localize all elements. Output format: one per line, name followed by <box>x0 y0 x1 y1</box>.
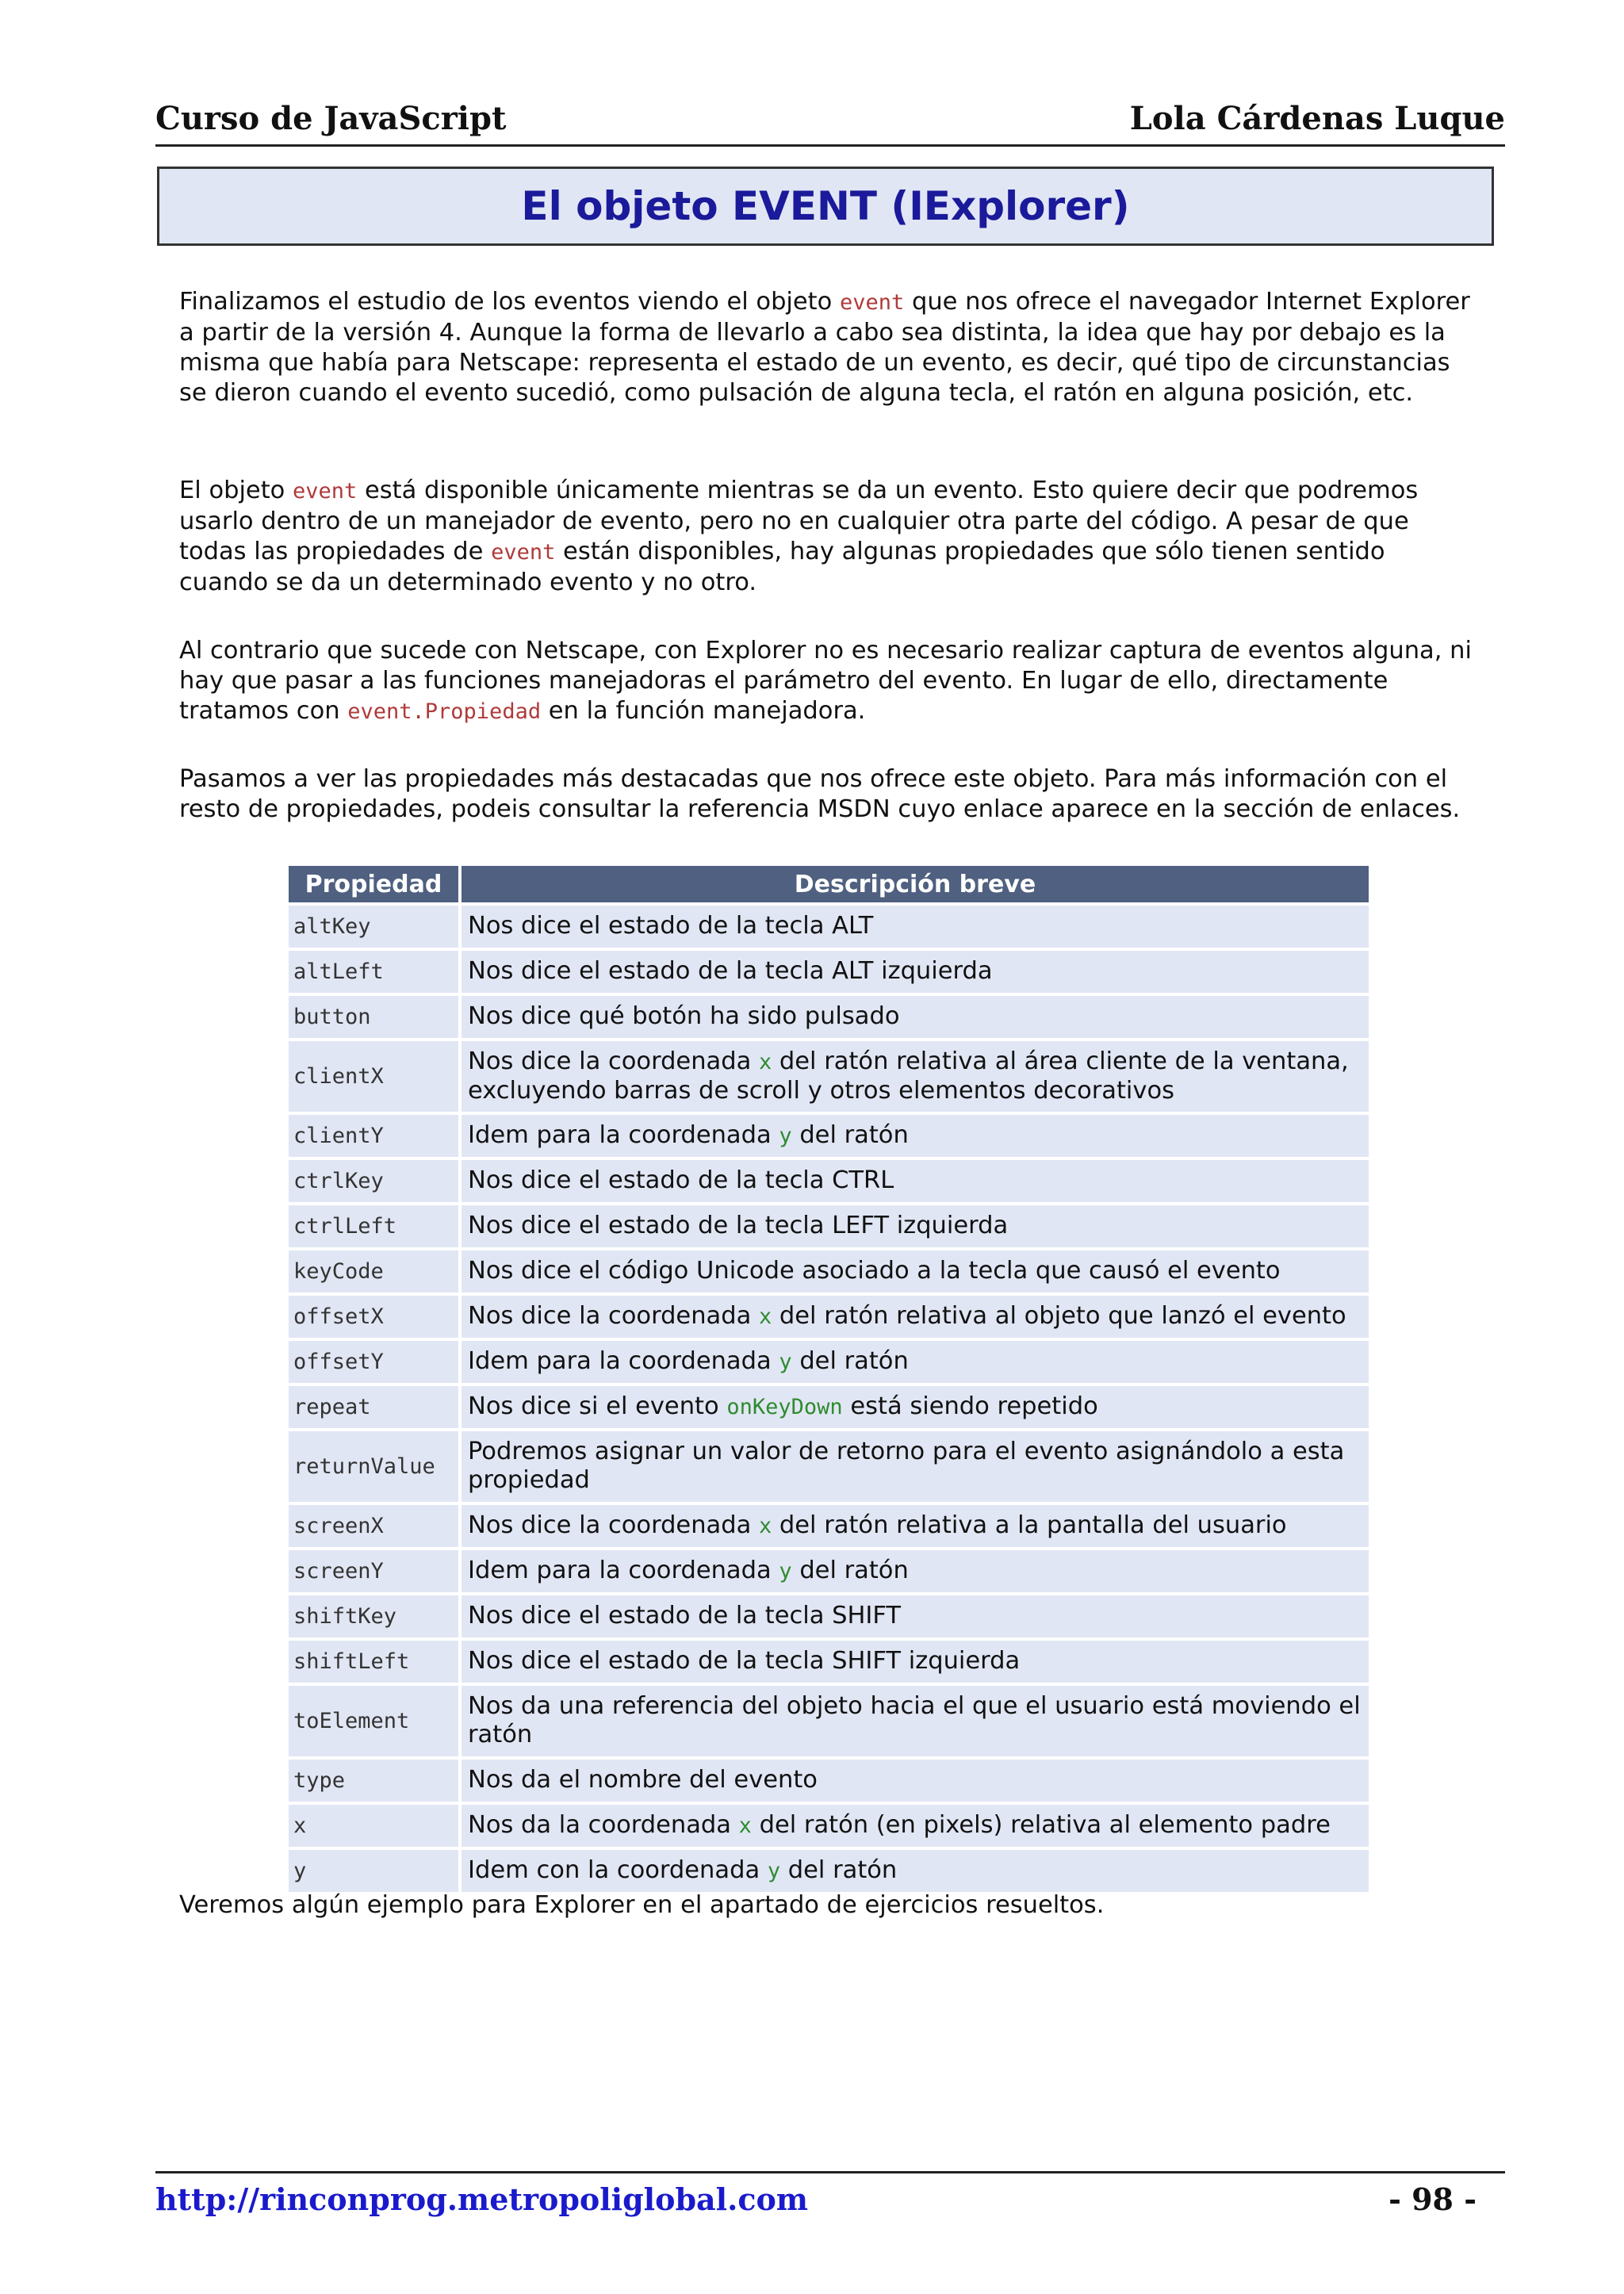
property-name: offsetY <box>289 1341 458 1383</box>
description-code: x <box>758 1304 772 1329</box>
property-name: shiftKey <box>289 1595 458 1637</box>
table-row <box>289 951 1369 993</box>
description-text: del ratón (en pixels) relativa al elemento padre <box>751 1811 1331 1839</box>
page-footer <box>155 2171 1505 2221</box>
property-description <box>462 906 1369 948</box>
table-header-row <box>289 866 1369 902</box>
property-description <box>462 1805 1369 1847</box>
table-row <box>289 1205 1369 1247</box>
description-text: Nos da una referencia del objeto hacia el que el usuario está moviendo el ratón <box>468 1692 1361 1748</box>
description-text: del ratón <box>791 1557 909 1584</box>
property-name: returnValue <box>289 1431 458 1502</box>
description-text: Nos dice el estado de la tecla ALT izquierda <box>468 957 993 985</box>
table-row <box>289 906 1369 948</box>
property-description <box>462 1386 1369 1428</box>
code-event-propiedad: event.Propiedad <box>347 699 542 724</box>
table-row <box>289 1250 1369 1293</box>
property-name: ctrlLeft <box>289 1205 458 1247</box>
table-row <box>289 1850 1369 1892</box>
table-row <box>289 996 1369 1038</box>
paragraph-2 <box>179 476 1480 598</box>
description-text: Nos dice la coordenada <box>468 1047 759 1075</box>
description-text: Idem con la coordenada <box>468 1856 768 1884</box>
page-header <box>155 92 1505 147</box>
property-description <box>462 1160 1369 1202</box>
property-description <box>462 1296 1369 1338</box>
description-text: Nos dice la coordenada <box>468 1302 759 1330</box>
description-code: onKeyDown <box>726 1395 843 1419</box>
description-text: del ratón relativa al objeto que lanzó el evento <box>772 1302 1346 1330</box>
paragraph-2-text-a: El objeto <box>179 477 293 504</box>
description-code: x <box>758 1050 772 1074</box>
paragraph-3 <box>179 636 1480 727</box>
property-name: repeat <box>289 1386 458 1428</box>
property-name: screenX <box>289 1505 458 1547</box>
paragraph-4-text: Pasamos a ver las propiedades más destacadas que nos ofrece este objeto. Para más información con el resto de propiedades, podeis consultar la referencia MSDN cuyo enlace aparece en la sección de enlaces. <box>179 765 1461 823</box>
description-text: Nos dice el estado de la tecla CTRL <box>468 1166 894 1194</box>
description-text: Nos dice el estado de la tecla SHIFT izquierda <box>468 1647 1021 1675</box>
properties-table-body <box>289 906 1369 1892</box>
property-name: clientX <box>289 1041 458 1112</box>
paragraph-1 <box>179 287 1480 408</box>
property-description <box>462 1041 1369 1112</box>
description-text: Nos dice qué botón ha sido pulsado <box>468 1002 900 1030</box>
description-text: del ratón relativa al área cliente de la ventana, excluyendo barras de scroll y otros elementos decorativos <box>468 1047 1349 1105</box>
code-event: event <box>293 479 358 504</box>
paragraph-3-text-b: en la función manejadora. <box>541 697 866 725</box>
property-description <box>462 1505 1369 1547</box>
property-description <box>462 1550 1369 1592</box>
property-name: toElement <box>289 1686 458 1756</box>
table-row <box>289 1160 1369 1202</box>
description-text: del ratón <box>791 1347 909 1375</box>
property-name: altKey <box>289 906 458 948</box>
paragraph-5-text: Veremos algún ejemplo para Explorer en el apartado de ejercicios resueltos. <box>179 1891 1105 1919</box>
description-text: del ratón <box>791 1121 909 1149</box>
description-code: y <box>779 1124 792 1148</box>
section-title-box <box>157 167 1494 246</box>
description-text: Nos dice el estado de la tecla ALT <box>468 912 874 940</box>
property-name: shiftLeft <box>289 1641 458 1683</box>
header-course-title: Curso de JavaScript <box>155 100 507 137</box>
description-code: y <box>779 1350 792 1374</box>
property-description <box>462 1595 1369 1637</box>
description-code: x <box>738 1813 752 1838</box>
code-event: event <box>491 540 556 565</box>
property-description <box>462 1760 1369 1802</box>
footer-site-link[interactable]: http://rinconprog.metropoliglobal.com <box>155 2181 809 2217</box>
properties-table <box>285 863 1372 1895</box>
paragraph-3-text-a: Al contrario que sucede con Netscape, con Explorer no es necesario realizar captura de eventos alguna, ni hay que pasar a las funciones manejadoras el parámetro del evento. En lugar de ello, directamente tratamos con <box>179 637 1472 725</box>
description-code: y <box>767 1859 781 1883</box>
page-number: - 98 - <box>1388 2181 1477 2217</box>
description-text: Idem para la coordenada <box>468 1121 779 1149</box>
property-name: screenY <box>289 1550 458 1592</box>
property-description <box>462 1686 1369 1756</box>
header-author: Lola Cárdenas Luque <box>1129 100 1505 137</box>
description-text: Nos dice la coordenada <box>468 1511 759 1539</box>
property-name: keyCode <box>289 1250 458 1293</box>
table-row <box>289 1386 1369 1428</box>
property-description <box>462 1341 1369 1383</box>
code-event: event <box>840 290 905 315</box>
property-description <box>462 1850 1369 1892</box>
table-row <box>289 1431 1369 1502</box>
table-row <box>289 1296 1369 1338</box>
paragraph-1-text-b: que nos ofrece el navegador Internet Explorer a partir de la versión 4. Aunque la forma de llevarlo a cabo sea distinta, la idea que hay por debajo es la misma que había para Netscape: representa el estado de un evento, es decir, qué tipo de circunstancias se dieron cuando el evento sucedió, como pulsación de alguna tecla, el ratón en alguna posición, etc. <box>179 288 1470 407</box>
description-code: y <box>779 1559 792 1584</box>
property-description <box>462 1431 1369 1502</box>
paragraph-2-text-b: está disponible únicamente mientras se da un evento. Esto quiere decir que podremos usarlo dentro de un manejador de evento, pero no en cualquier otra parte del código. A pesar de que todas las propiedades de <box>179 477 1419 565</box>
description-text: Nos da el nombre del evento <box>468 1766 818 1794</box>
table-row <box>289 1641 1369 1683</box>
column-header-description: Descripción breve <box>462 866 1369 902</box>
description-text: Nos dice el código Unicode asociado a la tecla que causó el evento <box>468 1257 1281 1285</box>
description-code: x <box>758 1514 772 1538</box>
property-description <box>462 1205 1369 1247</box>
description-text: Podremos asignar un valor de retorno para el evento asignándolo a esta propiedad <box>468 1438 1345 1494</box>
property-description <box>462 1250 1369 1293</box>
description-text: Idem para la coordenada <box>468 1557 779 1584</box>
paragraph-1-text-a: Finalizamos el estudio de los eventos viendo el objeto <box>179 288 840 316</box>
table-row <box>289 1550 1369 1592</box>
table-row <box>289 1115 1369 1157</box>
property-name: clientY <box>289 1115 458 1157</box>
property-description <box>462 1641 1369 1683</box>
property-description <box>462 1115 1369 1157</box>
description-text: Nos da la coordenada <box>468 1811 739 1839</box>
property-description <box>462 951 1369 993</box>
paragraph-5 <box>179 1890 1480 1921</box>
property-description <box>462 996 1369 1038</box>
table-row <box>289 1341 1369 1383</box>
paragraph-2-text-c: están disponibles, hay algunas propiedades que sólo tienen sentido cuando se da un determinado evento y no otro. <box>179 538 1385 596</box>
property-name: button <box>289 996 458 1038</box>
table-row <box>289 1805 1369 1847</box>
description-text: del ratón <box>780 1856 898 1884</box>
description-text: Nos dice el estado de la tecla SHIFT <box>468 1602 902 1630</box>
description-text: del ratón relativa a la pantalla del usuario <box>772 1511 1287 1539</box>
table-row <box>289 1595 1369 1637</box>
property-name: ctrlKey <box>289 1160 458 1202</box>
property-name: x <box>289 1805 458 1847</box>
property-name: type <box>289 1760 458 1802</box>
table-row <box>289 1041 1369 1112</box>
property-name: altLeft <box>289 951 458 993</box>
paragraph-4 <box>179 764 1480 825</box>
property-name: y <box>289 1850 458 1892</box>
property-name: offsetX <box>289 1296 458 1338</box>
description-text: Nos dice si el evento <box>468 1392 727 1420</box>
description-text: Idem para la coordenada <box>468 1347 779 1375</box>
section-title: El objeto EVENT (IExplorer) <box>521 183 1130 229</box>
description-text: Nos dice el estado de la tecla LEFT izquierda <box>468 1212 1009 1239</box>
table-row <box>289 1505 1369 1547</box>
table-row <box>289 1686 1369 1756</box>
column-header-property: Propiedad <box>289 866 458 902</box>
description-text: está siendo repetido <box>842 1392 1098 1420</box>
table-row <box>289 1760 1369 1802</box>
